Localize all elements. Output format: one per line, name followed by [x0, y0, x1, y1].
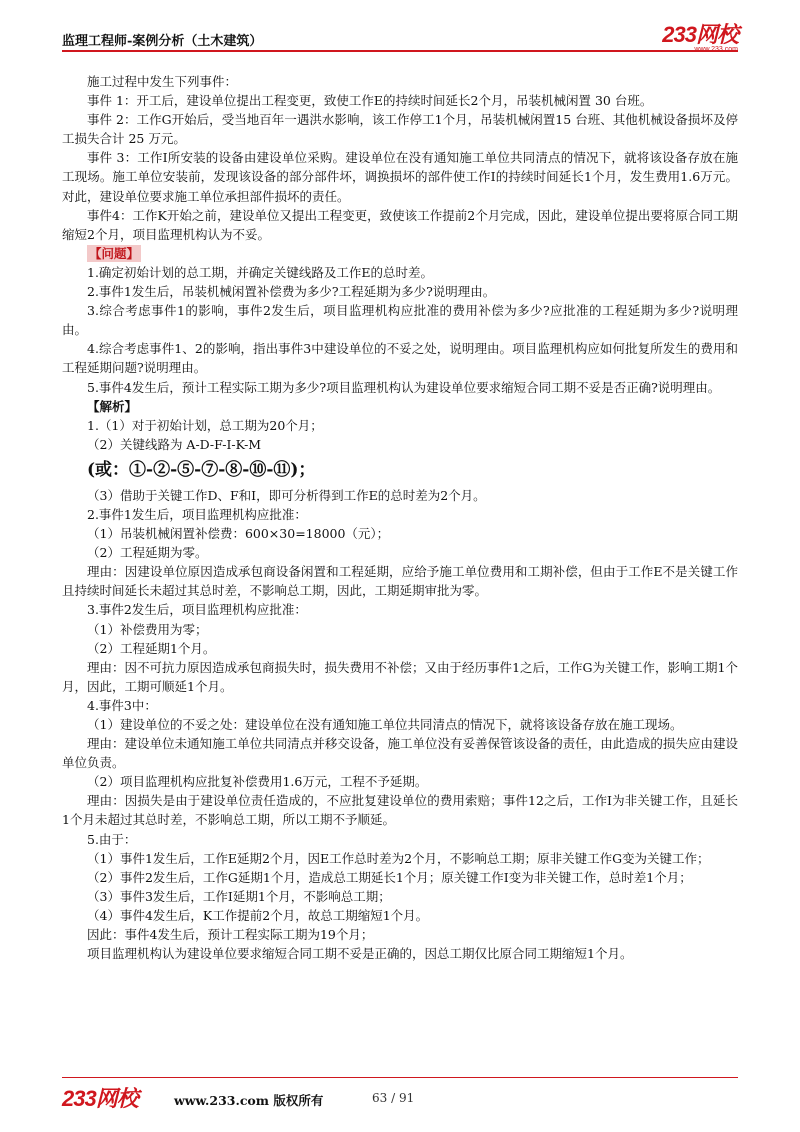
text-line: 2.事件1发生后，项目监理机构应批准： [87, 506, 307, 522]
page-header [62, 18, 738, 50]
text-line: 1.确定初始计划的总工期，并确定关键线路及工作E的总时差。 [87, 264, 434, 280]
brand-logo [662, 18, 738, 53]
text-line: （1）补偿费用为零； [87, 621, 208, 637]
text-line: （3）借助于关键工作D、F和I，即可分析得到工作E的总时差为2个月。 [87, 487, 486, 503]
text-line: （1）吊装机械闲置补偿费：600×30=18000（元）； [87, 526, 390, 542]
section-heading-problems [62, 244, 738, 263]
text-line: (或：①-②-⑤-⑦-⑧-⑩-⑪)； [87, 459, 316, 480]
text-line: 理由：因建设单位原因造成承包商设备闲置和工程延期，应给予施工单位费用和工期补偿，但由于工作E不是关键工作且持续时间延长未超过其总时差，不影响总工期，因此，工期延期审批为零。 [62, 564, 738, 599]
text-line: （2）工程延期为零。 [87, 545, 208, 561]
text-line: 理由：因不可抗力原因造成承包商损失时，损失费用不补偿；又由于经历事件1之后，工作G为关键工作，影响工期1个月，因此，工期可顺延1个月。 [62, 659, 738, 694]
page-footer [62, 1082, 738, 1112]
text-line: （2）项目监理机构应批复补偿费用1.6万元，工程不予延期。 [87, 774, 428, 790]
text-line: 1.（1）对于初始计划，总工期为20个月； [87, 417, 323, 433]
text-line: 5.由于： [87, 831, 137, 847]
text-line: 项目监理机构认为建设单位要求缩短合同工期不妥是正确的，因总工期仅比原合同工期缩短1个月。 [87, 946, 633, 962]
text-line: 3.综合考虑事件1的影响，事件2发生后，项目监理机构应批准的费用补偿为多少?应批准的工程延期为多少?说明理由。 [62, 303, 738, 338]
brand-logo-text: 233网校 [662, 22, 738, 47]
document-title: 监理工程师-案例分析（土木建筑） [62, 34, 263, 49]
text-line: 因此：事件4发生后，预计工程实际工期为19个月； [87, 927, 374, 943]
text-line: （1）建设单位的不妥之处：建设单位在没有通知施工单位共同清点的情况下，就将该设备存放在施工现场。 [87, 717, 683, 732]
text-line: 事件4：工作K开始之前，建设单位又提出工程变更，致使该工作提前2个月完成，因此，建设单位提出要将原合同工期缩短2个月，项目监理机构认为不妥。 [62, 207, 738, 242]
text-line: 理由：建设单位未通知施工单位共同清点并移交设备，施工单位没有妥善保管该设备的责任，由此造成的损失应由建设单位负责。 [62, 736, 738, 771]
text-line: （2）工程延期1个月。 [87, 640, 216, 656]
text-line: 理由：因损失是由于建设单位责任造成的，不应批复建设单位的费用索赔；事件12之后，工作I为非关键工作，且延长1个月未超过其总时差，不影响总工期，所以工期不予顺延。 [62, 793, 738, 828]
text-line: 4.事件3中： [87, 697, 157, 713]
text-line: （2）关键线路为 A-D-F-I-K-M [87, 436, 262, 452]
text-line: 3.事件2发生后，项目监理机构应批准： [87, 602, 307, 618]
footer-divider [62, 1077, 738, 1078]
text-line: （3）事件3发生后，工作I延期1个月，不影响总工期； [87, 888, 391, 904]
footer-copyright: www.233.com 版权所有 [174, 1093, 324, 1108]
text-line: 施工过程中发生下列事件： [87, 74, 238, 89]
text-line: 4.综合考虑事件1、2的影响，指出事件3中建设单位的不妥之处，说明理由。项目监理机构应如何批复所发生的费用和工程延期问题?说明理由。 [62, 341, 738, 376]
header-divider [62, 50, 738, 52]
text-line: （1）事件1发生后，工作E延期2个月，因E工作总时差为2个月，不影响总工期；原非关键工作G变为关键工作； [87, 850, 710, 866]
text-line: 5.事件4发生后，预计工程实际工期为多少?项目监理机构认为建设单位要求缩短合同工期不妥是否正确?说明理由。 [87, 379, 721, 395]
document-body [62, 72, 738, 963]
text-line: 事件 2：工作G开始后，受当地百年一遇洪水影响，该工作停工1个月，吊装机械闲置15 台班、其他机械设备损坏及停工损失合计 25 万元。 [62, 112, 738, 147]
text-line: 事件 3：工作I所安装的设备由建设单位采购。建设单位在没有通知施工单位共同清点的情况下，就将该设备存放在施工现场。施工单位安装前，发现该设备的部分部件坏，调换损坏的部件使工作I的持续时间延长1个月，发生费用1.6万元。对此，建设单位要求施工单位承担部件损坏的责任。 [62, 150, 738, 204]
section-heading-analysis: 【解析】 [87, 398, 138, 414]
text-line: 2.事件1发生后，吊装机械闲置补偿费为多少?工程延期为多少?说明理由。 [87, 284, 496, 300]
text-line: 事件 1：开工后，建设单位提出工程变更，致使工作E的持续时间延长2个月，吊装机械闲置 30 台班。 [87, 93, 653, 109]
problem-tag: 【问题】 [89, 245, 140, 261]
text-line: （4）事件4发生后，K工作提前2个月，故总工期缩短1个月。 [87, 907, 429, 923]
footer-logo: 233网校 [62, 1086, 138, 1111]
text-line: （2）事件2发生后，工作G延期1个月，造成总工期延长1个月；原关键工作I变为非关键工作，总时差1个月； [87, 869, 692, 885]
page-number: 63 / 91 [372, 1091, 415, 1105]
